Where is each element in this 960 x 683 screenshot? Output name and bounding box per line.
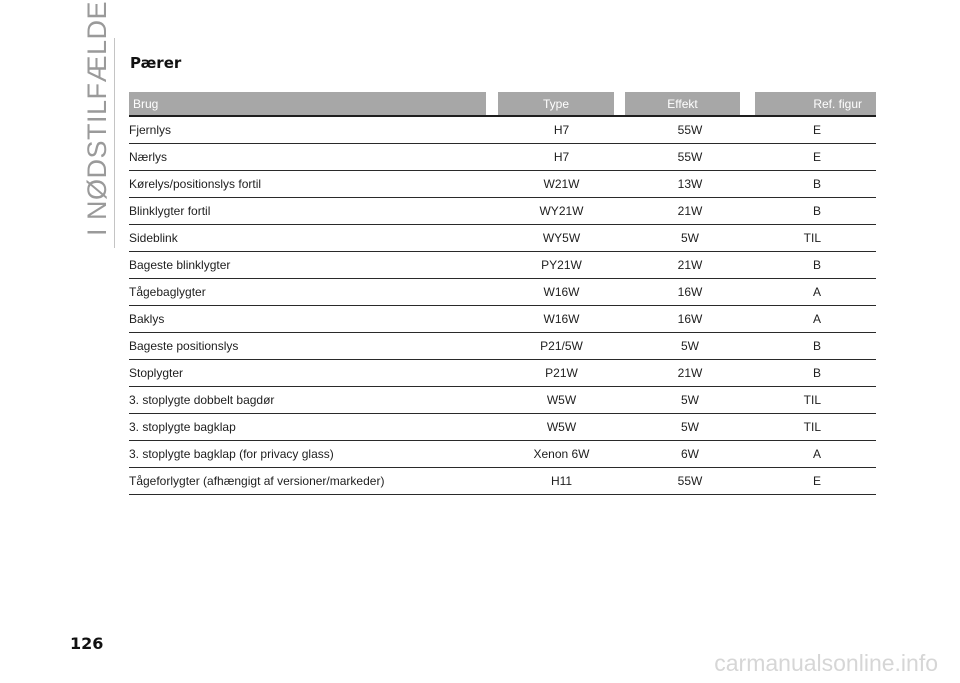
header-usage: Brug [129,92,486,115]
section-heading: Pærer [130,54,182,72]
cell-usage: Tågeforlygter (afhængigt af versioner/markeder) [129,474,385,488]
cell-figure-ref: TIL [803,231,821,245]
cell-figure-ref: A [812,312,821,326]
cell-usage: Kørelys/positionslys fortil [129,177,262,191]
table-row [129,279,876,306]
cell-usage: Bageste blinklygter [129,258,231,272]
table-row [129,198,876,225]
table-row [129,414,876,441]
cell-figure-ref: E [812,123,821,137]
table-header-row [129,92,876,115]
page-number: 126 [70,634,104,653]
table-row [129,333,876,360]
table-row [129,144,876,171]
cell-type: W21W [543,177,580,191]
cell-power: 5W [681,420,699,434]
cell-usage: Nærlys [129,150,167,164]
cell-type: W5W [546,420,577,434]
cell-usage: Stoplygter [129,366,184,380]
cell-figure-ref: B [812,204,821,218]
table-body [129,117,876,495]
cell-power: 5W [681,339,699,353]
table-row [129,252,876,279]
cell-type: Xenon 6W [533,447,590,461]
header-type: Type [498,92,614,115]
cell-usage: 3. stoplygte dobbelt bagdør [129,393,275,407]
cell-type: PY21W [541,258,582,272]
table-row [129,306,876,333]
cell-type: P21W [545,366,578,380]
cell-power: 21W [677,258,703,272]
cell-power: 21W [677,366,703,380]
cell-figure-ref: B [812,339,821,353]
header-power: Effekt [625,92,740,115]
table-row [129,387,876,414]
header-figure-ref: Ref. figur [755,92,876,115]
cell-figure-ref: B [812,366,821,380]
cell-power: 21W [677,204,703,218]
cell-usage: Bageste positionslys [129,339,239,353]
cell-power: 55W [677,150,703,164]
chapter-side-title: I NØDSTILFÆLDE [82,0,112,236]
cell-type: H11 [550,474,573,488]
chapter-divider-line [114,38,115,248]
table-row [129,171,876,198]
cell-power: 16W [677,312,703,326]
cell-type: W5W [546,393,577,407]
cell-usage: Tågebaglygter [129,285,206,299]
cell-usage: Sideblink [129,231,178,245]
cell-power: 6W [681,447,699,461]
cell-type: WY21W [539,204,584,218]
table-row [129,360,876,387]
cell-type: W16W [543,285,580,299]
table-row [129,441,876,468]
cell-power: 55W [677,123,703,137]
cell-type: WY5W [542,231,581,245]
cell-power: 5W [681,231,699,245]
cell-figure-ref: E [812,150,821,164]
cell-usage: Baklys [129,312,165,326]
cell-type: W16W [543,312,580,326]
cell-figure-ref: B [812,177,821,191]
cell-figure-ref: E [812,474,821,488]
cell-usage: Blinklygter fortil [129,204,211,218]
watermark: carmanualsonline.info [714,650,938,676]
cell-usage: 3. stoplygte bagklap (for privacy glass) [129,447,334,461]
cell-figure-ref: A [812,447,821,461]
cell-figure-ref: TIL [803,420,821,434]
cell-figure-ref: TIL [803,393,821,407]
cell-figure-ref: B [812,258,821,272]
table-row [129,468,876,495]
cell-power: 5W [681,393,699,407]
cell-type: H7 [553,123,570,137]
cell-type: H7 [553,150,570,164]
cell-figure-ref: A [812,285,821,299]
bulb-table [129,92,876,495]
cell-usage: Fjernlys [129,123,172,137]
cell-power: 13W [677,177,703,191]
table-row [129,117,876,144]
cell-power: 16W [677,285,703,299]
cell-usage: 3. stoplygte bagklap [129,420,236,434]
cell-power: 55W [677,474,703,488]
table-row [129,225,876,252]
cell-type: P21/5W [540,339,583,353]
